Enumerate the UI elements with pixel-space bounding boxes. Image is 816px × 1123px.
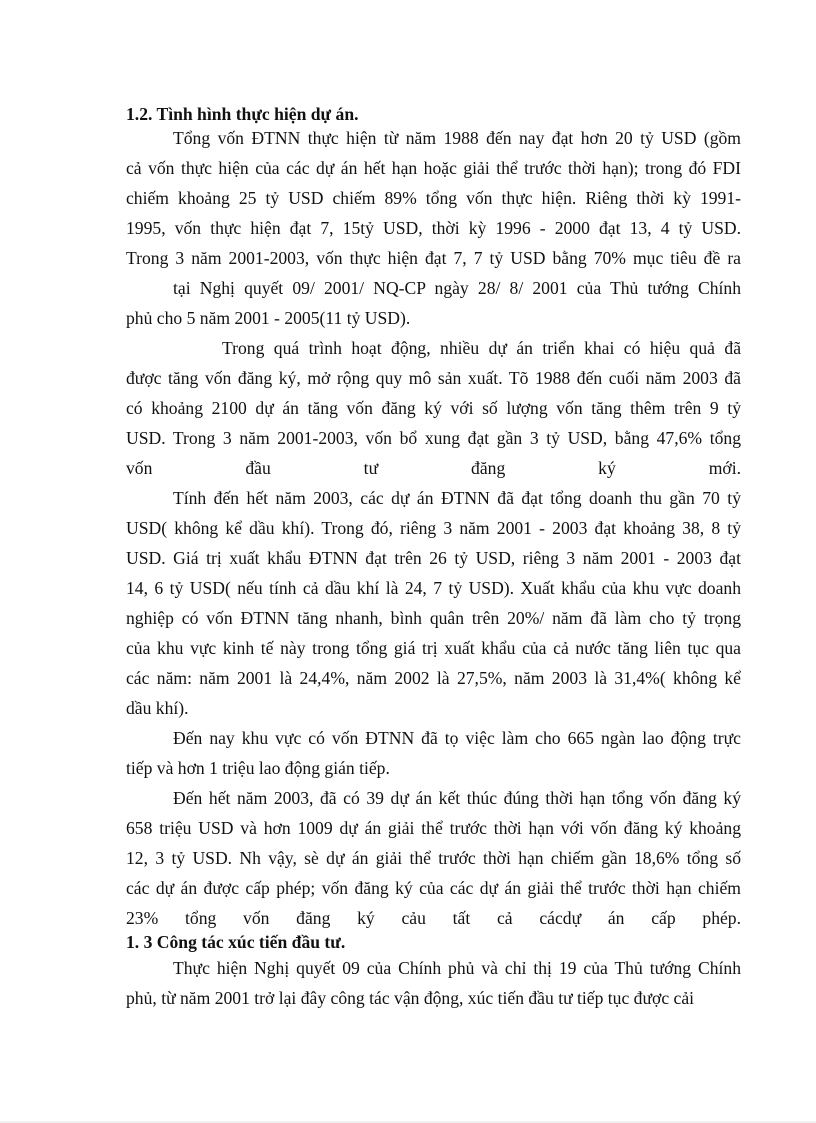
paragraph-line: có khoảng 2100 dự án tăng vốn đăng ký với số lượng vốn tăng thêm trên 9 tỷ <box>126 398 741 418</box>
paragraph-line: 1995, vốn thực hiện đạt 7, 15tỷ USD, thời kỳ 1996 - 2000 đạt 13, 4 tỷ USD. <box>126 218 741 238</box>
paragraph-line: 658 triệu USD và hơn 1009 dự án giải thể trước thời hạn với vốn đăng ký khoảng <box>126 818 741 838</box>
paragraph-line: của khu vực kinh tế này trong tổng giá trị xuất khẩu của cả nước tăng liên tục qua <box>126 638 741 658</box>
paragraph-line: 23% tổng vốn đăng ký cảu tất cả cácdự án cấp phép. <box>126 908 741 928</box>
paragraph-line: chiếm khoảng 25 tỷ USD chiếm 89% tổng vốn thực hiện. Riêng thời kỳ 1991- <box>126 188 741 208</box>
paragraph-line: nghiệp có vốn ĐTNN tăng nhanh, bình quân trên 20%/ năm đã làm cho tỷ trọng <box>126 608 741 628</box>
paragraph-line: phủ cho 5 năm 2001 - 2005(11 tỷ USD). <box>126 308 411 328</box>
section-heading: 1. 3 Công tác xúc tiến đầu tư. <box>126 932 346 952</box>
paragraph-line: Đến hết năm 2003, đã có 39 dự án kết thúc đúng thời hạn tổng vốn đăng ký <box>173 788 741 808</box>
paragraph-line: 12, 3 tỷ USD. Nh vậy, sè dự án giải thể trước thời hạn chiếm gần 18,6% tổng số <box>126 848 741 868</box>
paragraph-line: Đến nay khu vực có vốn ĐTNN đã tọ việc làm cho 665 ngàn lao động trực <box>173 728 741 748</box>
section-heading: 1.2. Tình hình thực hiện dự án. <box>126 104 359 124</box>
paragraph-line: các dự án được cấp phép; vốn đăng ký của các dự án giải thể trước thời hạn chiếm <box>126 878 741 898</box>
paragraph-line: tiếp và hơn 1 triệu lao động gián tiếp. <box>126 758 390 778</box>
paragraph-line: được tăng vốn đăng ký, mở rộng quy mô sản xuất. Tõ 1988 đến cuối năm 2003 đã <box>126 368 741 388</box>
paragraph-line: phủ, từ năm 2001 trở lại đây công tác vận động, xúc tiến đầu tư tiếp tục được cải <box>126 988 695 1008</box>
paragraph-line: Trong quá trình hoạt động, nhiều dự án triển khai có hiệu quả đã <box>222 338 741 358</box>
paragraph-line: USD. Giá trị xuất khẩu ĐTNN đạt trên 26 tỷ USD, riêng 3 năm 2001 - 2003 đạt <box>126 548 741 568</box>
paragraph-line: Trong 3 năm 2001-2003, vốn thực hiện đạt 7, 7 tỷ USD bằng 70% mục tiêu đề ra <box>126 248 741 268</box>
paragraph-line: dầu khí). <box>126 698 189 718</box>
paragraph-line: Thực hiện Nghị quyết 09 của Chính phủ và chỉ thị 19 của Thủ tướng Chính <box>173 958 741 978</box>
paragraph-line: Tổng vốn ĐTNN thực hiện từ năm 1988 đến nay đạt hơn 20 tỷ USD (gồm <box>173 128 741 148</box>
paragraph-line: tại Nghị quyết 09/ 2001/ NQ-CP ngày 28/ 8/ 2001 của Thủ tướng Chính <box>173 278 741 298</box>
paragraph-line: vốn đầu tư đăng ký mới. <box>126 458 741 478</box>
paragraph-line: USD( không kể dầu khí). Trong đó, riêng 3 năm 2001 - 2003 đạt khoảng 38, 8 tỷ <box>126 518 741 538</box>
paragraph-line: các năm: năm 2001 là 24,4%, năm 2002 là 27,5%, năm 2003 là 31,4%( không kể <box>126 668 741 688</box>
paragraph-line: Tính đến hết năm 2003, các dự án ĐTNN đã đạt tổng doanh thu gần 70 tỷ <box>173 488 741 508</box>
paragraph-line: USD. Trong 3 năm 2001-2003, vốn bổ xung đạt gần 3 tỷ USD, bằng 47,6% tổng <box>126 428 741 448</box>
paragraph-line: 14, 6 tỷ USD( nếu tính cả dầu khí là 24, 7 tỷ USD). Xuất khẩu của khu vực doanh <box>126 578 741 598</box>
paragraph-line: cả vốn thực hiện của các dự án hết hạn hoặc giải thể trước thời hạn); trong đó FDI <box>126 158 741 178</box>
